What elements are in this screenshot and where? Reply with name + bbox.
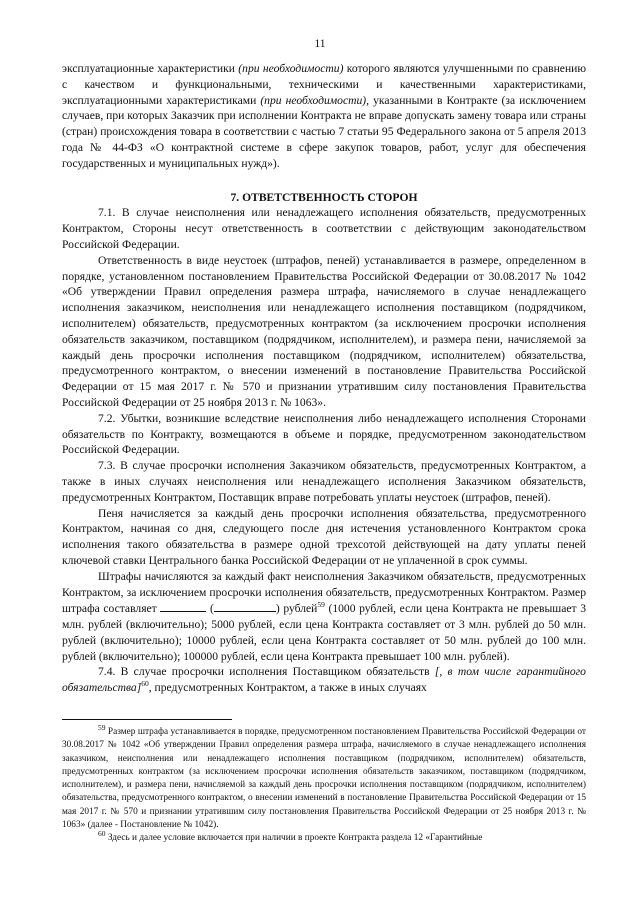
clause-7-4 <box>62 664 586 696</box>
footnote-divider <box>62 719 232 720</box>
intro-italic-1: (при необходимости) <box>238 62 344 75</box>
clause-7-2: 7.2. Убытки, возникшие вследствие неисполнения либо ненадлежащего исполнения Сторонами обязательств по Контракту, возмещаются в объеме и порядке, предусмотренном законодательством Российской Федерации. <box>62 411 586 457</box>
footnote-mark: 59 <box>98 722 106 732</box>
clause-7-4-text-1: 7.4. В случае просрочки исполнения Поставщиком обязательств <box>98 665 435 679</box>
document-body <box>62 61 586 696</box>
footnote-text: Размер штрафа устанавливается в порядке, предусмотренном постановлением Правительства Российской Федерации от 30.08.2017 № 1042 «Об утверждении Правил определения размера штрафа, начисляемого в случае ненадлежащего исполнения заказчиком, неисполнения или ненадлежащего исполнения поставщиком (подрядчиком, исполнителем) обязательств, предусмотренных контрактом (за исключением просрочки исполнения обязательств заказчиком, поставщиком (подрядчиком, исполнителем), и размера пени, начисляемой за каждый день просрочки исполнения поставщиком (подрядчиком, исполнителем) обязательства, предусмотренного контрактом, о внесении изменений в постановление Правительства Российской Федерации от 15 мая 2017 г. № 570 и признании утратившим силу постановления Правительства Российской Федерации от 25 ноября 2013 г. № 1063» (далее - Постановление № 1042). <box>62 727 586 831</box>
clause-7-4-italic: [, в том числе гарантийного обязательства] <box>62 665 586 695</box>
footnote-59 <box>62 722 586 832</box>
footnote-text: Здесь и далее условие включается при наличии в проекте Контракта раздела 12 «Гарантийные <box>105 833 483 844</box>
fine-amount-words-blank <box>214 600 276 612</box>
clause-7-3-fines <box>62 569 586 665</box>
clause-7-1-liability: Ответственность в виде неустоек (штрафов, пеней) устанавливается в размере, определенном в порядке, установленном постановлением Правительства Российской Федерации от 30.08.2017 № 1042 «Об утверждении Правил определения размера штрафа, начисляемого в случае ненадлежащего исполнения заказчиком, неисполнения или ненадлежащего исполнения поставщиком (подрядчиком, исполнителем) обязательств, предусмотренных контрактом (за исключением просрочки исполнения обязательств заказчиком, поставщиком (подрядчиком, исполнителем), и размера пени, начисляемой за каждый день просрочки исполнения поставщиком (подрядчиком, исполнителем) обязательства, предусмотренного контрактом, о внесении изменений в постановление Правительства Российской Федерации от 15 мая 2017 г. № 570 и признании утратившим силу постановления Правительства Российской Федерации от 25 ноября 2013 г. № 1063». <box>62 253 586 409</box>
intro-italic-2: (при необходимости), <box>260 93 370 107</box>
fines-text-4: (1000 рублей, если цена Контракта не превышает 3 млн. рублей (включительно); 5000 рублей, если цена Контракта составляет от 3 млн. рублей до 50 млн. рублей (включительно); 10000 рублей, если цена Контракта составляет от 50 млн. рублей до 100 млн. рублей (включительно); 100000 рублей, если цена Контракта превышает 100 млн. рублей). <box>62 602 587 663</box>
fine-amount-blank <box>160 600 206 612</box>
clause-7-1: 7.1. В случае неисполнения или ненадлежащего исполнения обязательств, предусмотренных Контрактом, Стороны несут ответственность в соответствии с действующим законодательством Российской Федерации. <box>62 206 586 251</box>
page-number: 11 <box>314 38 326 50</box>
intro-paragraph <box>62 61 586 172</box>
intro-text-2: которого являются улучшенными по сравнению с качеством и функциональными, техническими и качественными характеристиками, эксплуатационными характеристиками <box>62 62 587 107</box>
intro-text-1: эксплуатационные характеристики <box>62 62 239 75</box>
clause-7-3-penalty: Пеня начисляется за каждый день просрочки исполнения обязательства, предусмотренного Контрактом, начиная со дня, следующего после дня истечения установленного Контрактом срока исполнения такого обязательства в размере одной трехсотой действующей на дату уплаты пеней ключевой ставки Центрального банка Российской Федерации от не уплаченной в срок суммы. <box>62 506 586 567</box>
clause-7-4-text-2: , предусмотренных Контрактом, а также в иных случаях <box>148 681 427 695</box>
fines-text-2: ( <box>206 602 214 616</box>
section-title: 7. ОТВЕТСТВЕННОСТЬ СТОРОН <box>230 190 418 204</box>
footnote-ref-59[interactable]: 59 <box>317 600 325 610</box>
clause-7-3: 7.3. В случае просрочки исполнения Заказчиком обязательств, предусмотренных Контрактом, а также в иных случаях неисполнения или ненадлежащего исполнения Заказчиком обязательств, предусмотренных Контрактом, Поставщик вправе потребовать уплаты неустоек (штрафов, пеней). <box>62 459 586 504</box>
fines-text-3: ) рублей <box>275 602 318 616</box>
footnotes <box>62 722 586 846</box>
intro-text-3: указанными в Контракте (за исключением случаев, при которых Заказчик при исполнении Контракта не вправе допускать замену товара или страны (стран) происхождения товара в соответствии с частью 7 статьи 95 Федерального закона от 5 апреля 2013 года № 44-ФЗ «О контрактной системе в сфере закупок товаров, работ, услуг для обеспечения государственных и муниципальных нужд»). <box>62 93 586 170</box>
footnote-mark: 60 <box>98 829 106 839</box>
footnote-60 <box>62 829 586 845</box>
fines-text-1: Штрафы начисляются за каждый факт неисполнения Заказчиком обязательств, предусмотренных Контрактом, за исключением просрочки исполнения обязательств, предусмотренных Контрактом. Размер штрафа составляет <box>62 569 586 616</box>
footnote-ref-60[interactable]: 60 <box>141 679 149 689</box>
